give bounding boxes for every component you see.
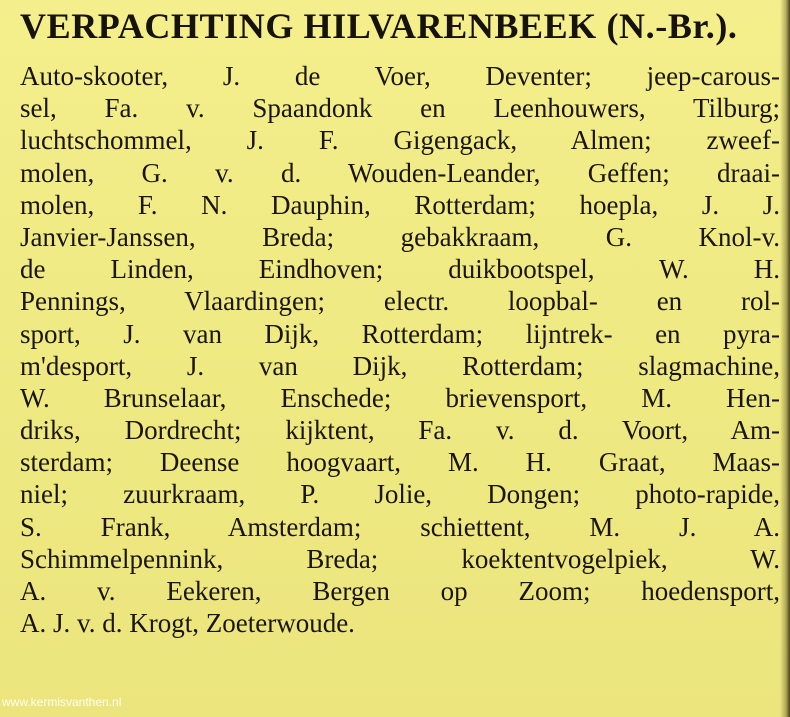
page-edge-shadow (780, 0, 790, 717)
article-line: molen, F. N. Dauphin, Rotterdam; hoepla, J. J. (20, 189, 780, 220)
article-line: molen, G. v. d. Wouden-Leander, Geffen; draai- (20, 157, 780, 188)
article-line: S. Frank, Amsterdam; schiettent, M. J. A. (20, 511, 780, 542)
article-line: m'desport, J. van Dijk, Rotterdam; slagmachine, (20, 350, 780, 381)
article-line: Pennings, Vlaardingen; electr. loopbal- en rol- (20, 286, 780, 317)
article-line: sport, J. van Dijk, Rotterdam; lijntrek- en pyra- (20, 318, 780, 349)
article-line: Janvier-Janssen, Breda; gebakkraam, G. Knol-v. (20, 221, 780, 252)
article-line-last: A. J. v. d. Krogt, Zoeterwoude. (20, 608, 355, 639)
article-line: W. Brunselaar, Enschede; brievensport, M. Hen- (20, 382, 780, 413)
article-line: sterdam; Deense hoogvaart, M. H. Graat, Maas- (20, 447, 780, 478)
article-title: VERPACHTING HILVARENBEEK (N.-Br.). (20, 6, 738, 46)
article-line: de Linden, Eindhoven; duikbootspel, W. H. (20, 254, 780, 285)
article-line: A. v. Eekeren, Bergen op Zoom; hoedensport, (20, 576, 780, 606)
article-line: luchtschommel, J. F. Gigengack, Almen; zweef- (20, 125, 780, 156)
article-line: niel; zuurkraam, P. Jolie, Dongen; photo-rapide, (20, 479, 780, 510)
watermark: www.kermisvanthen.nl (2, 695, 122, 709)
article-line: sel, Fa. v. Spaandonk en Leenhouwers, Tilburg; (20, 93, 780, 124)
article-line: Auto-skooter, J. de Voer, Deventer; jeep-carous- (20, 61, 780, 91)
article-line: driks, Dordrecht; kijktent, Fa. v. d. Voort, Am- (20, 415, 780, 446)
article-body (20, 60, 780, 639)
article-line: Schimmelpennink, Breda; koektentvogelpiek, W. (20, 543, 780, 574)
